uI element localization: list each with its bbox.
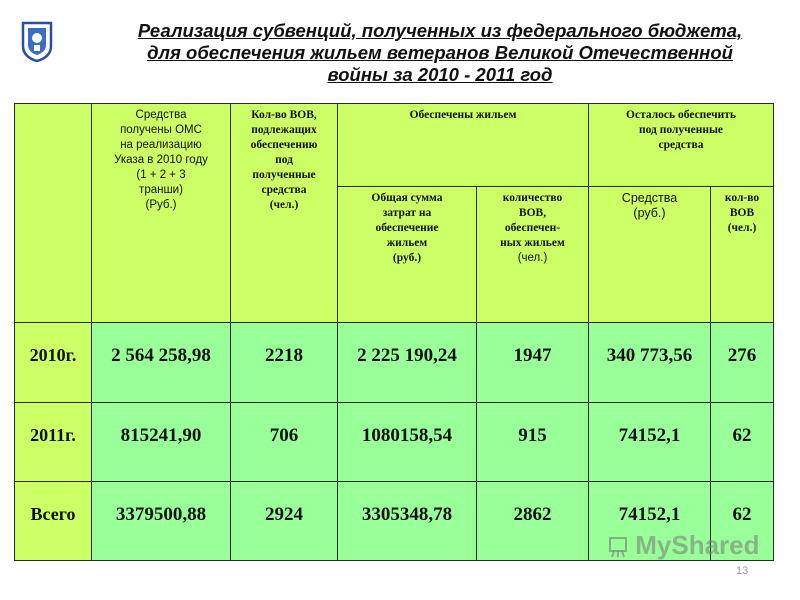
cell-rem-count: 276 bbox=[711, 323, 774, 403]
table-row bbox=[15, 403, 774, 482]
cell-veterans: 2924 bbox=[231, 482, 338, 561]
title-line-3: войны за 2010 - 2011 год bbox=[327, 64, 553, 85]
cell-funds: 815241,90 bbox=[92, 403, 231, 482]
row-label: Всего bbox=[15, 482, 92, 561]
cell-funds: 2 564 258,98 bbox=[92, 323, 231, 403]
cell-rem-funds: 74152,1 bbox=[589, 403, 711, 482]
header-remaining: Осталось обеспечить под полученные средства bbox=[589, 104, 774, 187]
header-funds-received: Средства получены ОМС на реализацию Указа в 2010 году (1 + 2 + 3 транши) (Руб.) bbox=[92, 104, 231, 323]
cell-provided: 2862 bbox=[477, 482, 589, 561]
subvention-table bbox=[14, 103, 774, 561]
coat-of-arms-icon bbox=[20, 20, 54, 62]
cell-rem-funds: 74152,1 bbox=[589, 482, 711, 561]
row-label: 2010г. bbox=[15, 323, 92, 403]
cell-veterans: 2218 bbox=[231, 323, 338, 403]
watermark-text: MyShared bbox=[635, 530, 760, 560]
cell-rem-funds: 340 773,56 bbox=[589, 323, 711, 403]
cell-cost: 1080158,54 bbox=[338, 403, 477, 482]
cell-cost: 2 225 190,24 bbox=[338, 323, 477, 403]
cell-provided: 915 bbox=[477, 403, 589, 482]
table-row bbox=[15, 323, 774, 403]
cell-veterans: 706 bbox=[231, 403, 338, 482]
row-label: 2011г. bbox=[15, 403, 92, 482]
page-title bbox=[100, 20, 780, 86]
header-veterans-count: Кол-во ВОВ, подлежащих обеспечению под полученные средства (чел.) bbox=[231, 104, 338, 323]
cell-rem-count: 62 bbox=[711, 403, 774, 482]
cell-funds: 3379500,88 bbox=[92, 482, 231, 561]
cell-cost: 3305348,78 bbox=[338, 482, 477, 561]
header-total-cost: Общая сумма затрат на обеспечение жильем (руб.) bbox=[338, 187, 477, 323]
title-line-1: Реализация субвенций, полученных из федерального бюджета, bbox=[137, 20, 743, 41]
header-corner-cell bbox=[15, 104, 92, 323]
page-number: 13 bbox=[736, 565, 749, 577]
header-provided-housing: Обеспечены жильем bbox=[338, 104, 589, 187]
watermark-icon bbox=[608, 535, 628, 559]
header-remaining-funds: Средства (руб.) bbox=[589, 187, 711, 323]
cell-provided: 1947 bbox=[477, 323, 589, 403]
cell-rem-count: 62 bbox=[711, 482, 774, 561]
watermark bbox=[608, 530, 768, 570]
header-remaining-count: кол-во ВОВ (чел.) bbox=[711, 187, 774, 323]
header-provided-count: количество ВОВ, обеспечен- ных жильем (чел.) bbox=[477, 187, 589, 323]
title-line-2: для обеспечения жильем ветеранов Великой Отечественной bbox=[147, 42, 733, 63]
